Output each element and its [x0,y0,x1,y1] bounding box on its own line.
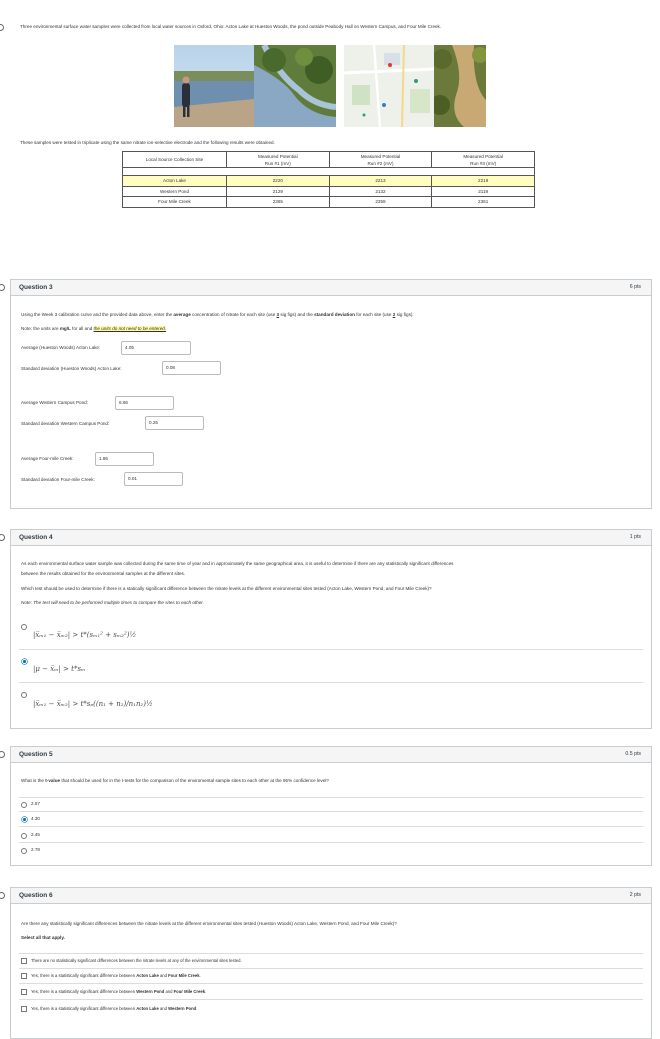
avg-fourmile-label: Average Four-mile Creek: [21,456,74,461]
question-3-title: Question 3 [19,284,53,291]
question-5-card [10,746,652,866]
flag-icon[interactable] [0,892,5,899]
q4-option-2-formula: |μ − x̅ₘ| > t*sₘ [33,665,86,673]
flag-icon[interactable] [0,534,5,541]
q5-option-1-radio[interactable] [21,802,27,808]
question-4-card [10,529,652,729]
table-row: Western Pond 2129 2132 2119 [123,186,535,197]
q5-option-2-radio[interactable] [22,817,27,822]
table-row: Four Mile Creek 2365 2359 2361 [123,197,535,208]
q4-option-1-radio[interactable] [21,624,27,630]
question-4-title: Question 4 [19,534,53,541]
q4-option-3-radio[interactable] [21,692,27,698]
question-4-p1: As each environmental surface water sample was collected during the same time of year and in approximately the same geographical area, it is useful to determine if there are any statistically significant differences [21,561,454,566]
avg-western-input[interactable]: 6.66 [115,396,174,410]
avg-fourmile-input[interactable]: 1.86 [95,452,154,466]
question-4-p3: Which test should be used to determine if there is a statically significant difference between the nitrate levels at the different environmental sites tested (Acton Lake, Western Pond, and Four Mile Creek)? [21,586,432,591]
sd-acton-label: Standard deviation (Hueston Woods) Acton Lake: [21,366,122,371]
q6-option-1-checkbox[interactable] [21,958,27,964]
intro-text: Three environmental surface water samples were collected from local water sources in Oxford, Ohio: Acton Lake at Hueston Woods, the pond outside Peabody Hall on Western Campus, and Four Mile Creek. [20,24,442,29]
sd-western-label: Standard deviation Western Campus Pond: [21,421,110,426]
flag-icon[interactable] [0,751,5,758]
avg-acton-input[interactable]: 4.05 [121,341,191,355]
q6-option-3-checkbox[interactable] [21,989,27,995]
acton-lake-photo [174,45,254,127]
col-run3-header: Measured Potential Run #3 (mV) [432,152,535,168]
question-5-prompt: What is the t-value that should be used for in the t-tests for the comparison of the enviromental sample sites to each other at the 95% confidence level? [21,778,329,783]
q5-option-3-label: 2.45 [31,832,40,837]
sd-fourmile-label: Standard deviation Four-mile Creek: [21,477,95,482]
col-site-header: Local Source Collection Site [123,152,227,168]
q5-option-4-label: 2.78 [31,847,40,852]
campus-map [344,45,434,127]
question-6-instruction: Select all that apply. [21,935,65,940]
question-3-points: 6 pts [629,284,641,290]
question-6-prompt: Are there any statistically significant differences between the nitrate levels at the different environmental sites tested (Hueston Woods) Acton Lake, Western Pond, and Four Mile Creek)? [21,921,397,926]
results-table [122,151,535,208]
q5-option-2-label: 4.30 [31,816,40,821]
table-row: Acton Lake 2220 2213 2219 [123,176,535,187]
q6-option-2-checkbox[interactable] [21,973,27,979]
question-4-p2: between the results obtained for the environmental samples at the different sites. [21,571,186,576]
tested-text: These samples were tested in triplicate using the same nitrate ion-selective electrode and the following results were obtained. [20,140,275,145]
avg-western-label: Average Western Campus Pond: [21,400,88,405]
question-6-title: Question 6 [19,892,53,899]
western-pond-photo [254,45,336,127]
flag-icon[interactable] [0,24,4,31]
sd-acton-input[interactable]: 0.08 [162,361,221,375]
flag-icon[interactable] [0,284,5,291]
q5-option-1-label: 2.57 [31,801,40,806]
q4-option-2-radio[interactable] [22,659,27,664]
avg-acton-label: Average (Hueston Woods) Acton Lake: [21,345,101,350]
question-6-card [10,887,652,1039]
question-5-title: Question 5 [19,751,53,758]
question-3-note: Note: the units are mg/L for all and the units do not need to be entered. [21,326,167,331]
q6-option-3-label: Yes, there is a statistically significant difference between Western Pond and Four Mile Creek. [31,989,207,994]
q4-option-3-formula: |x̅ₘ₁ − x̅ₘ₂| > t*sₚ((n₁ + n₂)/n₁n₂)½ [33,700,153,708]
sd-fourmile-input[interactable]: 0.01 [124,472,183,486]
q6-option-4-label: Yes, there is a statistically significant difference between Acton Lake and Western Pond. [31,1006,198,1011]
col-run1-header: Measured Potential Run #1 (mV) [227,152,330,168]
question-3-prompt: Using the Week 3 calibration curve and the provided data above, enter the average concentration of nitrate for each site (use 3 sig figs) and the standard deviation for each site (use 2 sig figs). [21,312,414,317]
sd-western-input[interactable]: 0.25 [145,416,204,430]
col-run2-header: Measured Potential Run #2 (mV) [329,152,432,168]
q6-option-2-label: Yes, there is a statistically significant difference between Acton Lake and Four Mile Creek. [31,973,201,978]
question-5-points: 0.5 pts [625,751,641,757]
question-3-card [10,279,652,509]
q6-option-1-label: There are no statistically significant differences between the nitrate levels at any of the environmental sites tested. [31,958,242,963]
four-mile-creek-photo [434,45,486,127]
question-4-note: Note: The test will need to be performed multiple times to compare the sites to each other. [21,600,204,605]
question-4-points: 1 pts [629,534,641,540]
q5-option-3-radio[interactable] [21,833,27,839]
q6-option-4-checkbox[interactable] [21,1006,27,1012]
q4-option-1-formula: |x̅ₘ₁ − x̅ₘ₂| > t*(sₘ₁² + sₘ₂²)½ [33,631,137,639]
q5-option-4-radio[interactable] [21,848,27,854]
question-6-points: 2 pts [629,892,641,898]
